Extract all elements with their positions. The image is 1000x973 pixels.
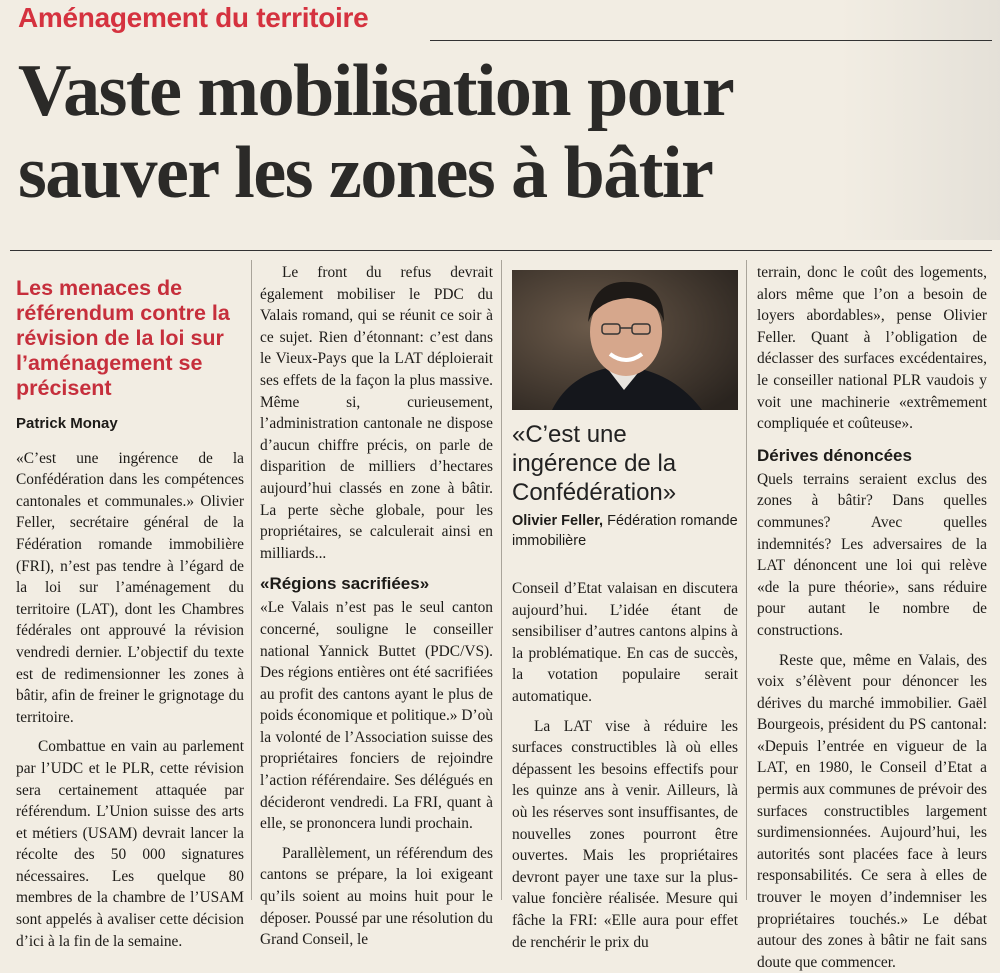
- paragraph: Combattue en vain au parlement par l’UDC et le PLR, cette révision sera certainement attaquée par référendum. L’Union suisse des arts et métiers (USAM) devrait lancer la récolte des 50 000 signatures nécessaires. Les quelque 80 membres de la chambre de l’USAM sont appelés à avaliser cette décision d’ici à la fin de la semaine.: [16, 736, 244, 952]
- paragraph: terrain, donc le coût des logements, alors même que l’on a besoin de loyers abordables», pense Olivier Feller. Quant à l’obligation de déclasser des surfaces excédentaires, le conseiller national PLR vaudois y voit une machinerie «extrêmement compliquée et coûteuse».: [757, 262, 987, 435]
- column-divider: [501, 260, 502, 900]
- headline-rule: [10, 250, 992, 251]
- intertitle: «Régions sacrifiées»: [260, 573, 493, 595]
- column-1: [16, 266, 244, 952]
- section-rubric: Aménagement du territoire: [18, 2, 368, 34]
- paragraph: Conseil d’Etat valaisan en discutera aujourd’hui. L’idée étant de sensibiliser d’autres cantons alpins à la problématique. En cas de succès, la votation populaire serait automatique.: [512, 578, 738, 708]
- paragraph: «C’est une ingérence de la Confédération dans les compétences cantonales et communales.» Olivier Feller, secrétaire général de la Fédération romande immobilière (FRI), n’est pas tendre à l’égard de la loi sur l’aménagement du territoire (LAT), dont les Chambres fédérales ont approuvé la révision vendredi dernier. L’objectif du texte est de redimensionner les zones à bâtir, afin de freiner le grignotage du territoire.: [16, 448, 244, 729]
- portrait-photo: [512, 270, 738, 410]
- paragraph: La LAT vise à réduire les surfaces constructibles là où elles dépassent les besoins effectifs pour les quinze ans à venir. Ailleurs, là où les réserves sont insuffisantes, de nouvelles zones pourront être ouvertes. Mais les propriétaires devront payer une taxe sur la plus-value foncière réalisée. Mesure qui fâche la FRI: «Elle aura pour effet de renchérir le prix du: [512, 716, 738, 954]
- photo-credit: [512, 511, 738, 551]
- paragraph: Quels terrains seraient exclus des zones à bâtir? Dans quelles communes? Avec quelles indemnités? Les adversaires de la LAT dénoncent une loi qui relève «de la pure théorie», sans réduire pour autant le nombre de constructions.: [757, 469, 987, 642]
- headline-line-1: Vaste mobilisation pour: [18, 50, 998, 132]
- paragraph: Le front du refus devrait également mobiliser le PDC du Valais romand, qui se réunit ce soir à ce sujet. Rien d’étonnant: c’est dans le Vieux-Pays que la LAT déploierait ses effets de la façon la plus massive. Même si, curieusement, l’administration cantonale ne dispose d’aucun chiffre précis, on parle de disparition de milliers d’hectares aujourd’hui classés en zone à bâtir. La perte sèche globale, pour les propriétaires, se calculerait ainsi en milliards...: [260, 262, 493, 564]
- column-3: [512, 578, 738, 953]
- byline: Patrick Monay: [16, 413, 244, 435]
- paragraph: Reste que, même en Valais, des voix s’élèvent pour dénoncer les dérives du marché immobilier. Gaël Bourgeois, président du PS cantonal: «Depuis l’entrée en vigueur de la LAT, en 1980, le Conseil d’Etat a permis aux communes de prévoir des surfaces constructibles largement surdimensionnées. Aujourd’hui, les autorités sont placées face à leurs responsabilités. Ce sera à elles de trouver le moyen d’indemniser les propriétaires touchés.» Le débat autour des zones à bâtir ne fait sans doute que commencer.: [757, 650, 987, 973]
- headline-line-2: sauver les zones à bâtir: [18, 132, 998, 214]
- pull-quote: «C’est une ingérence de la Confédération»: [512, 420, 738, 507]
- column-4: [757, 262, 987, 973]
- paragraph: Parallèlement, un référendum des cantons se prépare, la loi exigeant qu’ils soient au moins huit pour le déposer. Poussé par une résolution du Grand Conseil, le: [260, 843, 493, 951]
- column-divider: [746, 260, 747, 900]
- article-subhead: Les menaces de référendum contre la révision de la loi sur l’aménagement se précisent: [16, 276, 244, 401]
- column-divider: [251, 260, 252, 900]
- credit-role: Fédération romande immobilière: [512, 513, 738, 549]
- headline: [18, 50, 998, 214]
- intertitle: Dérives dénoncées: [757, 445, 987, 467]
- rubric-rule: [430, 40, 992, 41]
- credit-name: Olivier Feller,: [512, 513, 603, 529]
- column-2: [260, 262, 493, 951]
- portrait-illustration: [512, 270, 738, 410]
- paragraph: «Le Valais n’est pas le seul canton concerné, souligne le conseiller national Yannick Buttet (PDC/VS). Des régions entières ont été sacrifiées au profit des cantons ayant le plus de poids économique et politique.» D’où la volonté de l’Association suisse des propriétaires fonciers de rejoindre l’action référendaire. Ses délégués en décideront vendredi. La FRI, quant à elle, se prononcera lundi prochain.: [260, 597, 493, 835]
